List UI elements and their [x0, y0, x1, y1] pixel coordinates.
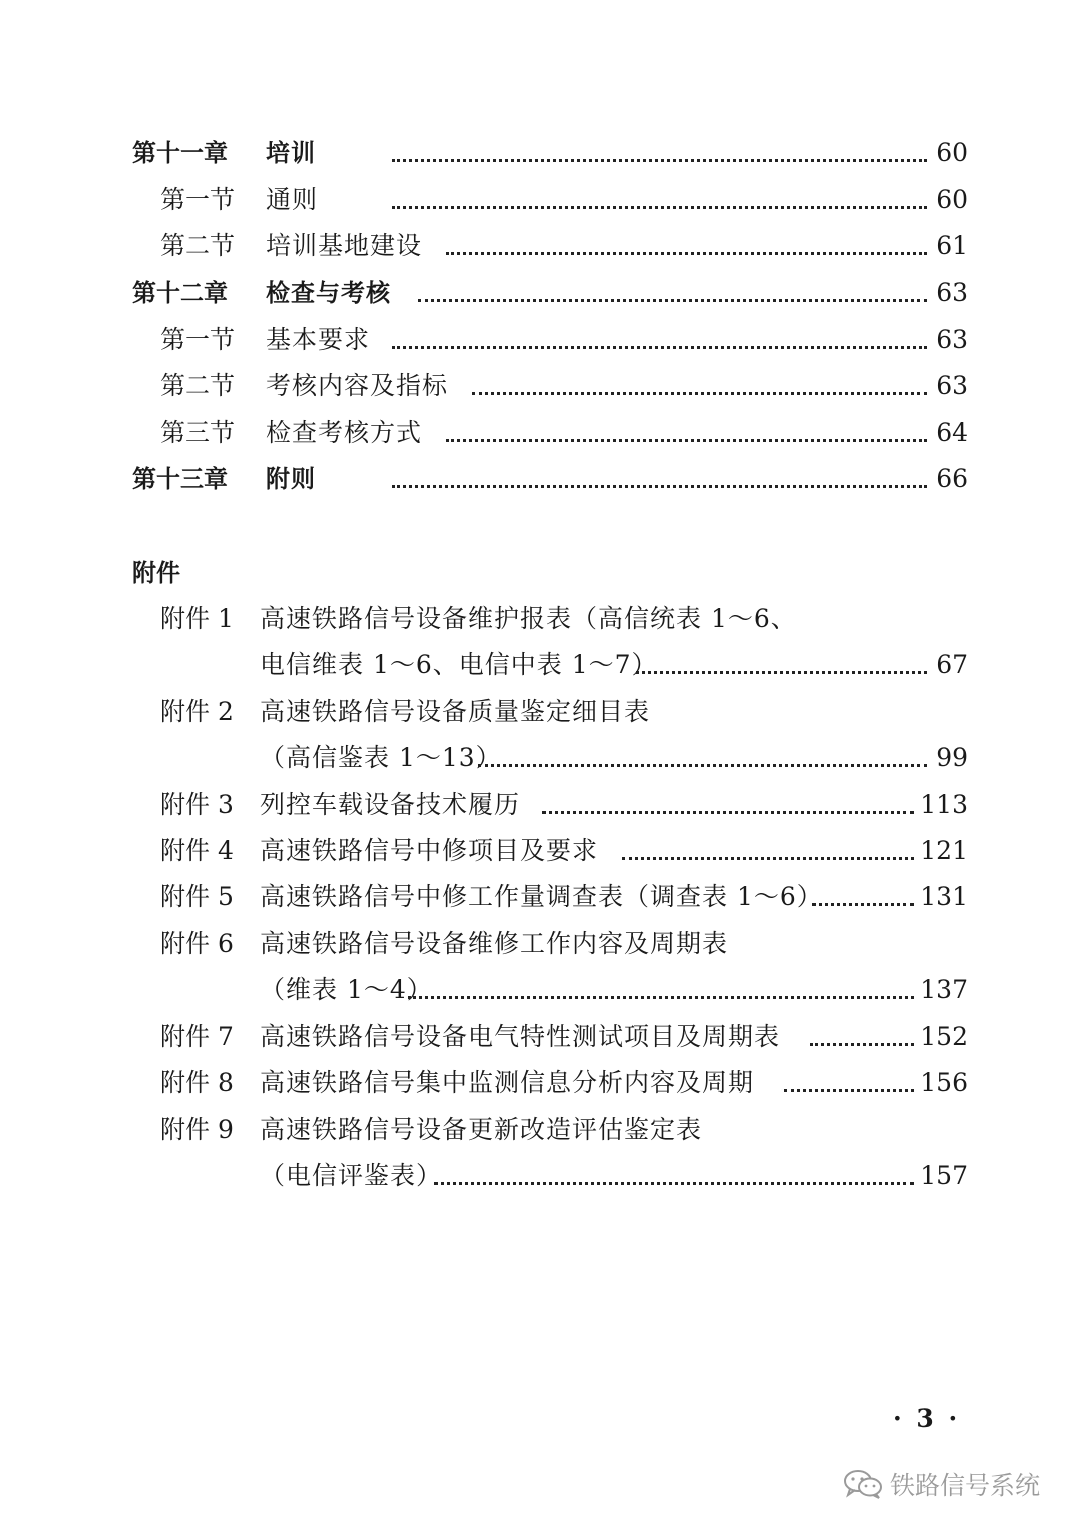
dot-leader	[812, 903, 914, 906]
section-label: 第二节	[160, 231, 236, 260]
section-label: 第一节	[160, 185, 236, 214]
dot-leader	[418, 299, 927, 302]
attachment-title-line1: 高速铁路信号设备质量鉴定细目表	[260, 697, 651, 726]
toc-chapter-12[interactable]	[0, 273, 1080, 313]
page-ref: 61	[936, 231, 968, 260]
attachment-title-line2: （高信鉴表 1～13）	[260, 743, 502, 772]
chapter-title: 附则	[266, 465, 316, 493]
section-label: 第三节	[160, 418, 236, 447]
attachment-label: 附件 1	[160, 604, 234, 633]
attachment-title: 高速铁路信号设备电气特性测试项目及周期表	[260, 1022, 781, 1051]
page-ref: 131	[920, 882, 968, 911]
attachment-label: 附件 4	[160, 836, 234, 865]
page-ref: 157	[920, 1161, 968, 1190]
page-ref: 99	[936, 743, 968, 772]
toc-section[interactable]	[0, 180, 1080, 220]
page-ref: 60	[936, 185, 968, 214]
dot-leader	[392, 485, 927, 488]
page-ref: 63	[936, 325, 968, 354]
watermark-text: 铁路信号系统	[890, 1471, 1041, 1500]
attachment-2[interactable]	[0, 692, 1080, 732]
attachment-7[interactable]	[0, 1017, 1080, 1057]
attachment-title-line2: （电信评鉴表）	[260, 1161, 443, 1190]
section-title: 基本要求	[266, 325, 371, 354]
chapter-label: 第十三章	[132, 465, 228, 493]
section-label: 第一节	[160, 325, 236, 354]
attachment-9[interactable]	[0, 1110, 1080, 1150]
attachment-title: 高速铁路信号集中监测信息分析内容及周期	[260, 1068, 755, 1097]
page-ref: 64	[936, 418, 968, 447]
dot-leader	[446, 439, 927, 442]
toc-chapter-11[interactable]	[0, 133, 1080, 173]
attachment-9-cont[interactable]	[0, 1156, 1080, 1196]
dot-leader	[434, 1182, 914, 1185]
attachment-label: 附件 5	[160, 882, 234, 911]
section-title: 培训基地建设	[266, 231, 423, 260]
chapter-label: 第十一章	[132, 139, 228, 167]
page-ref: 156	[920, 1068, 968, 1097]
attachment-6-cont[interactable]	[0, 970, 1080, 1010]
dot-leader	[446, 252, 927, 255]
section-title: 考核内容及指标	[266, 371, 449, 400]
attachment-title-line1: 高速铁路信号设备维护报表（高信统表 1～6、	[260, 604, 797, 633]
attachment-1-cont[interactable]	[0, 645, 1080, 685]
page-ref: 63	[936, 371, 968, 400]
attachment-6[interactable]	[0, 924, 1080, 964]
attachments-heading: 附件	[132, 559, 180, 587]
section-title: 通则	[266, 185, 319, 214]
page-ref: 137	[920, 975, 968, 1004]
page-ref: 60	[936, 138, 968, 167]
page-ref: 67	[936, 650, 968, 679]
dot-leader	[810, 1043, 914, 1046]
dot-leader	[392, 206, 927, 209]
wechat-icon	[842, 1468, 884, 1500]
attachment-label: 附件 3	[160, 790, 234, 819]
section-label: 第二节	[160, 371, 236, 400]
toc-section[interactable]	[0, 366, 1080, 406]
attachment-3[interactable]	[0, 785, 1080, 825]
dot-leader	[478, 764, 927, 767]
dot-leader	[542, 811, 914, 814]
chapter-title: 检查与考核	[266, 279, 391, 307]
attachment-title: 高速铁路信号中修项目及要求	[260, 836, 599, 865]
page-number: · 3 ·	[893, 1404, 961, 1433]
attachment-label: 附件 2	[160, 697, 234, 726]
section-title: 检查考核方式	[266, 418, 423, 447]
page-ref: 121	[920, 836, 968, 865]
watermark	[842, 1466, 1040, 1502]
toc-section[interactable]	[0, 226, 1080, 266]
chapter-title: 培训	[266, 139, 316, 167]
attachment-title: 列控车载设备技术履历	[260, 790, 521, 819]
page-ref: 63	[936, 278, 968, 307]
dot-leader	[392, 346, 927, 349]
attachment-5[interactable]	[0, 877, 1080, 917]
attachment-2-cont[interactable]	[0, 738, 1080, 778]
toc-section[interactable]	[0, 320, 1080, 360]
attachment-title-line2: 电信维表 1～6、电信中表 1～7）	[260, 650, 658, 679]
attachment-label: 附件 8	[160, 1068, 234, 1097]
attachment-label: 附件 9	[160, 1115, 234, 1144]
page-ref: 66	[936, 464, 968, 493]
attachment-title-line1: 高速铁路信号设备维修工作内容及周期表	[260, 929, 729, 958]
dot-leader	[392, 159, 927, 162]
attachment-label: 附件 7	[160, 1022, 234, 1051]
dot-leader	[784, 1089, 914, 1092]
dot-leader	[636, 671, 927, 674]
toc-section[interactable]	[0, 413, 1080, 453]
attachment-title-line2: （维表 1～4）	[260, 975, 433, 1004]
attachment-title-line1: 高速铁路信号设备更新改造评估鉴定表	[260, 1115, 703, 1144]
page-ref: 113	[920, 790, 968, 819]
attachment-label: 附件 6	[160, 929, 234, 958]
attachment-title: 高速铁路信号中修工作量调查表（调查表 1～6）	[260, 882, 823, 911]
dot-leader	[622, 857, 914, 860]
page-ref: 152	[920, 1022, 968, 1051]
attachment-4[interactable]	[0, 831, 1080, 871]
attachment-1[interactable]	[0, 599, 1080, 639]
attachment-8[interactable]	[0, 1063, 1080, 1103]
toc-chapter-13[interactable]	[0, 459, 1080, 499]
dot-leader	[472, 392, 927, 395]
chapter-label: 第十二章	[132, 279, 228, 307]
dot-leader	[408, 996, 914, 999]
